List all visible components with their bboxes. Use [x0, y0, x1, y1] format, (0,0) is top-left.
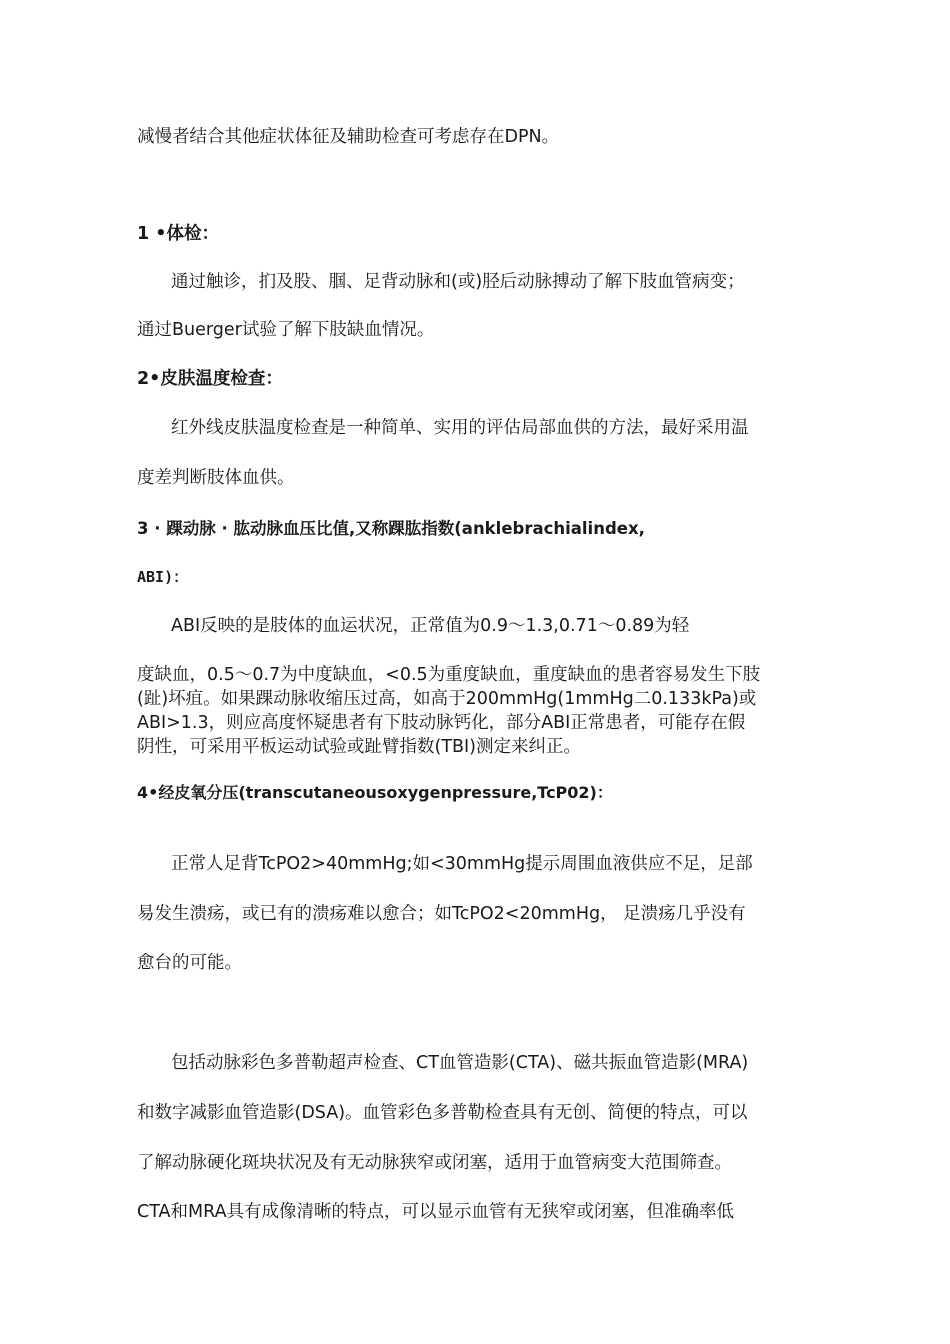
section-heading-tcpo2: 4•经皮氧分压(transcutaneousoxygenpressure,TcP02)：: [137, 783, 613, 802]
paragraph-line: 度缺血，0.5〜0.7为中度缺血，<0.5为重度缺血，重度缺血的患者容易发生下肢: [137, 664, 761, 685]
paragraph-line: CTA和MRA具有成像清晰的特点，可以显示血管有无狭窄或闭塞，但准确率低: [137, 1201, 735, 1222]
section-heading-skin-temperature: 2•皮肤温度检查：: [137, 368, 283, 389]
paragraph-line: ABI反映的是肢体的血运状况，正常值为0.9〜1.3,0.71〜0.89为轻: [171, 615, 690, 636]
paragraph-line: 通过Buerger试验了解下肢缺血情况。: [137, 319, 435, 340]
paragraph-line: 减慢者结合其他症状体征及辅助检查可考虑存在DPN。: [137, 126, 560, 147]
paragraph-line: 易发生溃疡，或已有的溃疡难以愈合；如TcPO2<20mmHg， 足溃疡几乎没有: [137, 903, 746, 924]
section-heading-physical-exam: 1 •体检：: [137, 223, 219, 244]
paragraph-line: 阴性，可采用平板运动试验或趾臂指数(TBI)测定来纠正。: [137, 736, 582, 757]
paragraph-line: 度差判断肢体血供。: [137, 467, 295, 488]
paragraph-line: (趾)坏疽。如果踝动脉收缩压过高，如高于200mmHg(1mmHg二0.133kPa)或: [137, 688, 757, 709]
paragraph-line: 和数字减影血管造影(DSA)。血管彩色多普勒检查具有无创、简便的特点，可以: [137, 1102, 748, 1123]
paragraph-line: 了解动脉硬化斑块状况及有无动脉狭窄或闭塞，适用于血管病变大范围筛查。: [137, 1152, 732, 1173]
paragraph-line: 通过触诊，扪及股、腘、足背动脉和(或)胫后动脉搏动了解下肢血管病变；: [171, 271, 745, 292]
paragraph-line: ABI>1.3，则应高度怀疑患者有下肢动脉钙化，部分ABI正常患者，可能存在假: [137, 712, 746, 733]
paragraph-line: 包括动脉彩色多普勒超声检查、CT血管造影(CTA)、磁共振血管造影(MRA): [171, 1052, 749, 1073]
section-heading-abi-continued: ABI)：: [137, 568, 189, 586]
paragraph-line: 正常人足背TcPO2>40mmHg;如<30mmHg提示周围血液供应不足，足部: [171, 853, 753, 874]
section-heading-abi: 3 · 踝动脉 · 肱动脉血压比值,又称踝肱指数(anklebrachialindex,: [137, 518, 645, 538]
paragraph-line: 红外线皮肤温度检查是一种简单、实用的评估局部血供的方法，最好采用温: [171, 417, 749, 438]
paragraph-line: 愈台的可能。: [137, 952, 242, 973]
